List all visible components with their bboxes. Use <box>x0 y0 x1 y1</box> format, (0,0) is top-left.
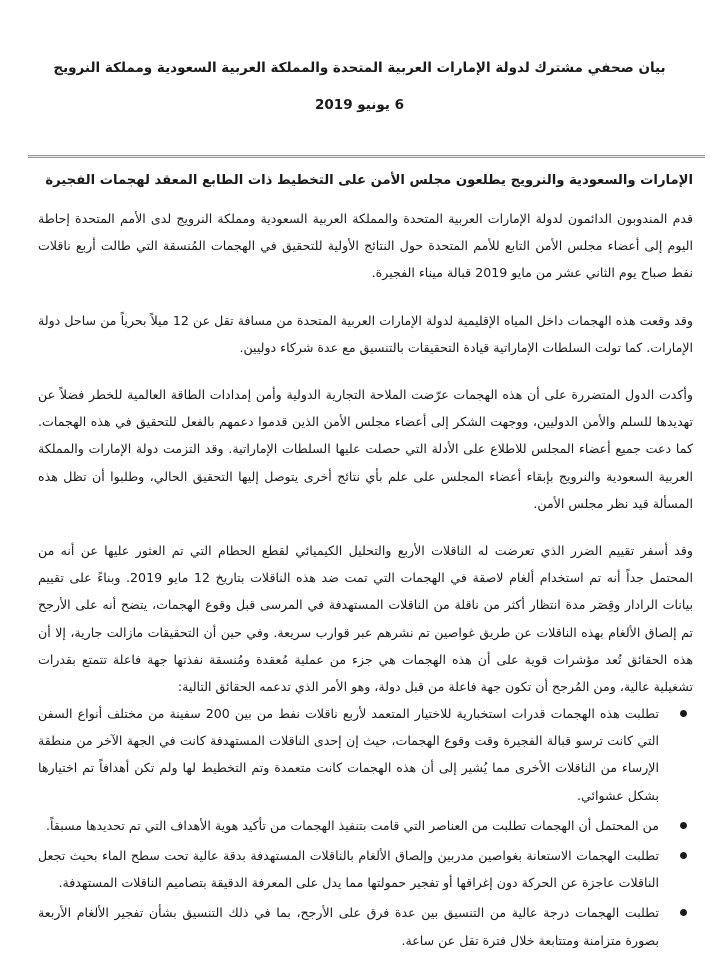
header-divider <box>28 155 705 158</box>
paragraph-damage-assessment: وقد أسفر تقييم الضرر الذي تعرضت له الناقلات الأربع والتحليل الكيميائي لقطع الحطام التي تم العثور عليها عن أنه من المحتمل جداً أنه تم استخدام ألغام لاصقة في الهجمات التي تمت ضد هذه الناقلات بتاريخ 12 مايو 2019. وبناءً على تقييم بيانات الرادار وقِصَر مدة انتظار أكثر من ناقلة من الناقلات المستهدفة في المرسى قبل وقوع الهجمات، يتضح أنه على الأرجح تم إلصاق الألغام بهذه الناقلات عن طريق غواصين تم نشرهم عبر قوارب سريعة. وفي حين أن التحقيقات مازالت جارية، إلا أن هذه الحقائق تُعد مؤشرات قوية على أن هذه الهجمات هي جزء من عملية مُعقدة ومُنسقة نفذتها جهة فاعلة تتمتع بقدرات تشغيلية عالية، ومن المُرجح أن تكون جهة فاعلة من قبل دولة، وهو الأمر الذي تدعمه الحقائق التالية: <box>38 543 694 695</box>
list-item <box>38 700 693 809</box>
bullet-icon <box>680 822 687 829</box>
paragraph-territorial-waters: وقد وقعت هذه الهجمات داخل المياه الإقليمية لدولة الإمارات العربية المتحدة من مسافة تقل عن 12 ميلاً بحرياً من ساحل دولة الإمارات. كما تولت السلطات الإماراتية قيادة التحقيقات بالتنسيق مع عدة شركاء دوليين. <box>38 312 693 355</box>
document-date: 6 يونيو 2019 <box>315 97 404 113</box>
bullet-icon <box>680 909 687 916</box>
document-title: بيان صحفي مشترك لدولة الإمارات العربية المتحدة والمملكة العربية السعودية ومملكة النرويج <box>53 60 666 76</box>
fact-text: تطلبت هذه الهجمات قدرات استخبارية للاختيار المتعمد لأربع ناقلات نفط من بين 200 سفينة من مختلف أنواع السفن التي كانت ترسو قبالة الفجيرة وقت وقوع الهجمات، حيث إن إحدى الناقلات المستهدفة كانت في الجهة الآخر من منطقة الإرساء من الناقلات الأخرى مما يُشير إلى أن هذه الهجمات كانت متعمدة وتم التخطيط لها ولم تكن أهدافاً تم اختيارها بشكل عشوائي. <box>38 706 659 803</box>
fact-text: تطلبت الهجمات الاستعانة بغواصين مدربين وإلصاق الألغام بالناقلات المستهدفة بدقة عالية تحت سطح الماء بحيث تجعل الناقلات عاجزة عن الحركة دون إغراقها أو تفجير حمولتها مما يدل على المعرفة الدقيقة بتصاميم الناقلات المستهدفة. <box>38 848 659 891</box>
supporting-facts-list <box>38 700 693 957</box>
bullet-icon <box>680 852 687 859</box>
list-item <box>38 842 693 896</box>
fact-text: من المحتمل أن الهجمات تطلبت من العناصر التي قامت بتنفيذ الهجمات من تأكيد هوية الأهداف التي تم تحديدها مسبقاً. <box>46 817 659 833</box>
fact-text: تطلبت الهجمات درجة عالية من التنسيق بين عدة فرق على الأرجح، بما في ذلك التنسيق بشأن تفجير الألغام الأربعة بصورة متزامنة ومتتابعة خلال فترة تقل عن ساعة. <box>38 905 659 948</box>
list-item <box>38 899 693 953</box>
paragraph-affected-states: وأكدت الدول المتضررة على أن هذه الهجمات عرّضت الملاحة التجارية الدولية وأمن إمدادات الطاقة العالمية للخطر فضلاً عن تهديدها للسلم والأمن الدوليين، ووجهت الشكر إلى أعضاء مجلس الأمن الذين قدموا دعمهم بالفعل للتحقيق في هذه الهجمات. كما دعت جميع أعضاء المجلس للاطلاع على الأدلة التي حصلت عليها السلطات الإماراتية. وقد التزمت دولة الإمارات والمملكة العربية السعودية والنرويج بإبقاء أعضاء المجلس على علم بأي نتائج أخرى يتوصل إليها التحقيق الحالي، وطلبوا أن تظل هذه المسألة قيد نظر مجلس الأمن. <box>38 387 693 511</box>
bullet-icon <box>680 710 687 717</box>
paragraph-briefing: قدم المندوبون الدائمون لدولة الإمارات العربية المتحدة والمملكة العربية السعودية ومملكة النرويج لدى الأمم المتحدة إحاطة اليوم إلى أعضاء مجلس الأمن التابع للأمم المتحدة حول النتائج الأولية للتحقيق في الهجمات المُنسقة التي طالت أربع ناقلات نفط صباح يوم الثاني عشر من مايو 2019 قبالة ميناء الفجيرة. <box>38 211 693 281</box>
list-item <box>38 812 693 839</box>
document-body <box>38 205 693 720</box>
document-subheading: الإمارات والسعودية والنرويج يطلعون مجلس الأمن على التخطيط ذات الطابع المعقد لهجمات الفجيرة <box>45 173 693 188</box>
